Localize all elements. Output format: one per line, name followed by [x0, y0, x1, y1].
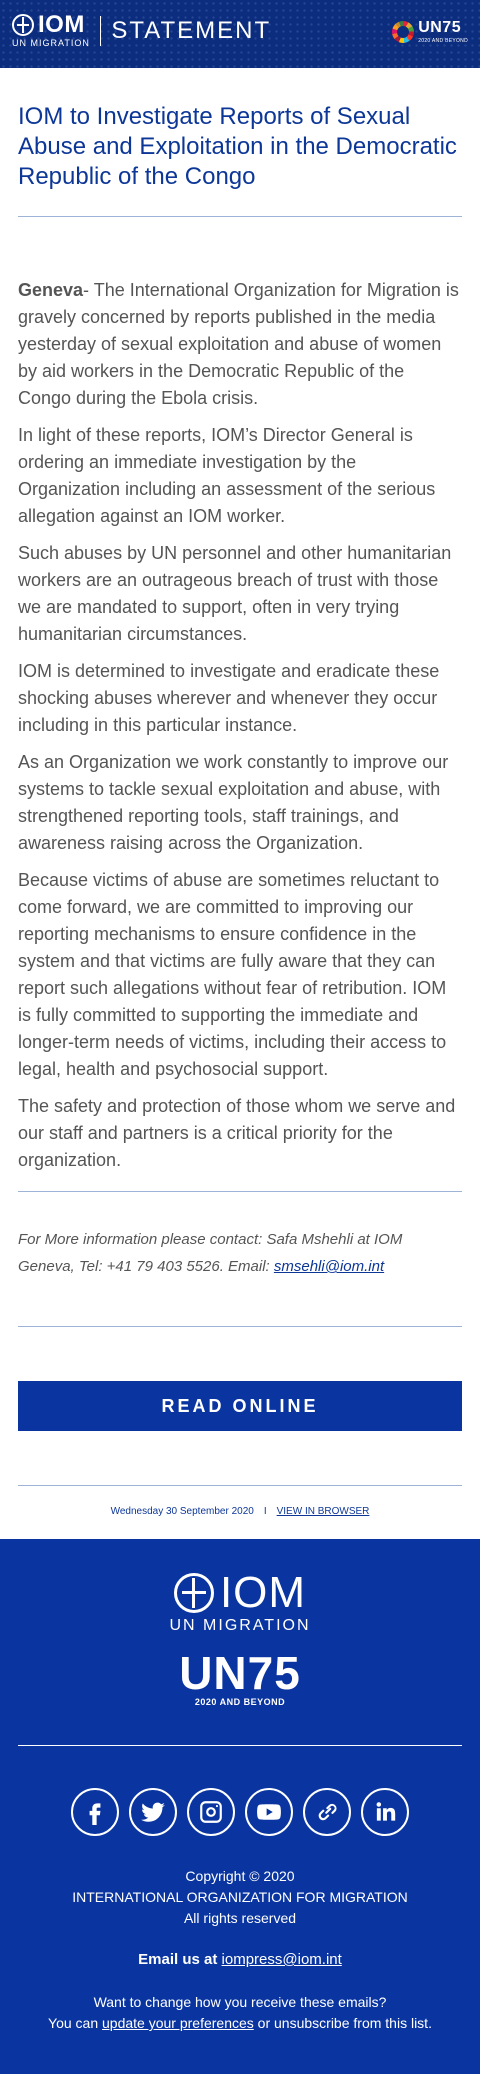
- paragraph-7: The safety and protection of those whom we serve and our staff and partners is a critical priority for the organization.: [18, 1096, 456, 1170]
- youtube-icon[interactable]: [245, 1788, 293, 1836]
- footer-un75-tagline: 2020 AND BEYOND: [194, 1697, 286, 1707]
- social-links: [0, 1788, 480, 1836]
- copyright-line: Copyright © 2020: [185, 1868, 295, 1884]
- paragraph-3: Such abuses by UN personnel and other humanitarian workers are an outrageous breach of trust with those we are mandated to support, often in very trying humanitarian circumstances.: [18, 543, 452, 644]
- preferences-question: Want to change how you receive these emails?: [93, 1994, 387, 2010]
- iom-wordmark: IOM: [38, 11, 85, 38]
- paragraph-4: IOM is determined to investigate and eradicate these shocking abuses wherever and whenever they occur including in this particular instance.: [18, 661, 440, 735]
- main-content: [0, 102, 480, 1517]
- article-divider: [18, 1191, 462, 1192]
- statement-label: STATEMENT: [111, 17, 272, 44]
- paragraph-5: As an Organization we work constantly to improve our systems to tackle sexual exploitation and abuse, with strengthened reporting tools, staff trainings, and awareness raising across the Organization.: [18, 752, 449, 853]
- footer-un75-logo: [0, 1647, 480, 1707]
- paragraph-1: Geneva- The International Organization for Migration is gravely concerned by reports published in the media yesterday of sexual exploitation and abuse of women by aid workers in the Democratic Republic of the Congo during the Ebola crisis.: [18, 280, 459, 408]
- sdg-wheel-icon: [392, 21, 414, 43]
- contact-divider: [18, 1326, 462, 1327]
- footer-email: [0, 1951, 480, 1968]
- un-migration-label: UN MIGRATION: [12, 38, 90, 48]
- footer-iom-logo: [0, 1568, 480, 1635]
- header-divider: [100, 16, 102, 46]
- rights-reserved: All rights reserved: [183, 1910, 297, 1926]
- view-in-browser-link[interactable]: VIEW IN BROWSER: [276, 1506, 370, 1517]
- link-icon[interactable]: [303, 1788, 351, 1836]
- meta-separator: I: [263, 1506, 267, 1517]
- footer: [0, 1539, 480, 2074]
- read-online-button[interactable]: READ ONLINE: [18, 1381, 462, 1431]
- un75-tagline: 2020 AND BEYOND: [418, 38, 468, 44]
- iom-logo[interactable]: [12, 11, 272, 48]
- email-label: Email us at: [138, 1951, 218, 1968]
- copyright-block: [0, 1866, 480, 1929]
- title-divider: [18, 216, 462, 217]
- paragraph-6: Because victims of abuse are sometimes reluctant to come forward, we are committed to improving our reporting mechanisms to ensure confidence in the system and that victims are fully aware that they can report such allegations without fear of retribution. IOM is fully committed to supporting the immediate and longer-term needs of victims, including their access to legal, health and psychosocial support.: [18, 870, 447, 1079]
- un75-wordmark: UN75: [418, 19, 462, 36]
- dateline: Geneva: [18, 280, 84, 300]
- update-preferences-link[interactable]: update your preferences: [102, 2015, 254, 2031]
- contact-email-link[interactable]: smsehli@iom.int: [273, 1258, 385, 1275]
- button-divider: [18, 1485, 462, 1486]
- footer-divider: [18, 1745, 462, 1746]
- preferences-block: Want to change how you receive these emails? You can update your preferences or unsubscribe from this list.: [0, 1992, 480, 2034]
- paragraph-2: In light of these reports, IOM’s Director General is ordering an immediate investigation by the Organization including an assessment of the serious allegation against an IOM worker.: [18, 425, 436, 526]
- linkedin-icon[interactable]: [361, 1788, 409, 1836]
- contact-info: For More information please contact: Safa Mshehli at IOM Geneva, Tel: +41 79 403 5526. Email: smsehli@iom.int: [18, 1231, 403, 1275]
- footer-un75-wordmark: UN75: [179, 1647, 301, 1699]
- un-globe-icon: [12, 14, 34, 36]
- un75-logo: [392, 20, 468, 44]
- press-email-link[interactable]: iompress@iom.int: [221, 1951, 342, 1968]
- header-banner: [0, 0, 480, 68]
- page-title: IOM to Investigate Reports of Sexual Abuse and Exploitation in the Democratic Republic of the Congo: [18, 103, 457, 190]
- un-globe-icon: [174, 1573, 214, 1613]
- twitter-icon[interactable]: [129, 1788, 177, 1836]
- instagram-icon[interactable]: [187, 1788, 235, 1836]
- article-body: [18, 277, 462, 1174]
- email-meta: [18, 1506, 462, 1517]
- send-date: Wednesday 30 September 2020: [110, 1506, 254, 1517]
- facebook-icon[interactable]: [71, 1788, 119, 1836]
- footer-un-migration-label: UN MIGRATION: [169, 1617, 311, 1634]
- footer-iom-wordmark: IOM: [219, 1568, 307, 1617]
- organization-name: INTERNATIONAL ORGANIZATION FOR MIGRATION: [72, 1889, 408, 1905]
